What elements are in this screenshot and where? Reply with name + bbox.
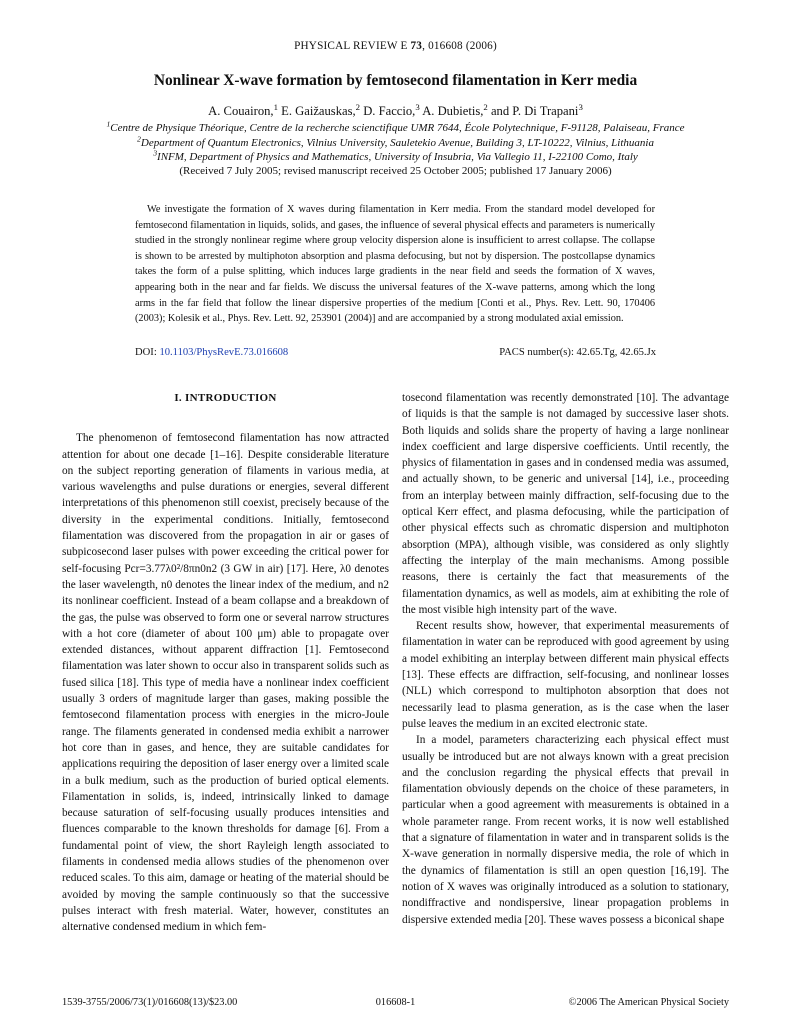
- paper-title: Nonlinear X-wave formation by femtosecond filamentation in Kerr media: [153, 72, 638, 89]
- author-list: [0, 101, 791, 119]
- page-number: 016608-1: [375, 997, 416, 1008]
- author: A. Dubietis,$^2$: [422, 101, 488, 118]
- section-heading: I. INTRODUCTION: [174, 392, 277, 404]
- running-head: PHYSICAL REVIEW E 73, 016608 (2006): [294, 40, 497, 52]
- journal-name: PHYSICAL REVIEW E: [294, 40, 408, 52]
- affiliation: $^1$Centre de Physique Théorique, Centre de la recherche scienctifique UMR 7644, École Polytechnique, F-91128, Palaiseau, France: [106, 119, 685, 134]
- footer-copyright: ©2006 The American Physical Society: [568, 997, 729, 1008]
- affiliation: $^3$INFM, Department of Physics and Mathematics, University of Insubria, Via Vallegio 11, I-22100 Como, Italy: [153, 148, 638, 163]
- paragraph: tosecond filamentation was recently demonstrated [10]. The advantage of liquids is that the sample is not damaged by successive laser shots. Both liquids and solids share the property of having a large nonlinear index coefficient and large dispersive coefficients. Until recently, the physics of filamentation in gases and in condensed media was assumed, and actually shown, to be generic and universal [14], i.e., proceeding from an interplay between mainly diffraction, self-focusing due to the optical Kerr effect, and plasma defocusing, while the participation of other physical effects such as chromatic dispersion and multiphoton absorption (MPA), although visible, was considered as only slightly affecting the interplay of the main mechanisms. Among possible reasons, there is certainly the fact that measurements of the filamentation dynamics, as well as models, aim at exhibiting the role of the most visible high intensity part of the wave.: [402, 392, 729, 616]
- author: and P. Di Trapani$^3$: [490, 101, 583, 118]
- pacs-numbers: PACS number(s): 42.65.Tg, 42.65.Jx: [499, 347, 656, 358]
- author: A. Couairon,$^1$: [208, 101, 278, 118]
- doi-label: DOI:: [135, 347, 157, 358]
- abstract: We investigate the formation of X waves during filamentation in Kerr media. From the standard model developed for femtosecond filamentation in liquids, solids, and gases, the influence of several physical effects and parameters is numerically studied in the strongly nonlinear regime where group velocity dispersion alone is insufficient to arrest collapse. The collapse is shown to be arrested by multiphoton absorption and plasma defocusing, but not by dispersion. The postcollapse dynamics takes the form of a pulse splitting, which induces large gradients in the near field and seeds the formation of X waves, appearing both in the near and far fields. We discuss the universal features of the X-wave patterns, among which the long arms in the far field that follow the linear dispersive properties of the medium [Conti et al., Phys. Rev. Lett. 90, 170406 (2003); Kolesik et al., Phys. Rev. Lett. 92, 253901 (2004)] and are accompanied by a strong modulated axial emission.: [135, 204, 655, 325]
- doi-link[interactable]: 10.1103/PhysRevE.73.016608: [159, 347, 289, 358]
- paragraph: Recent results show, however, that experimental measurements of filamentation in water can be reproduced with good agreement by using a model exhibiting an interplay between different main physical effects [13]. These effects are diffraction, self-focusing, and nonlinear losses (NLL) which correspond to multiphoton absorption that does not necessarily lead to plasma generation, as is the case when the laser pulse leaves the medium in an excited electronic state.: [402, 620, 729, 730]
- article-number: 016608 (2006): [428, 40, 497, 52]
- author: E. Gaižauskas,$^2$: [281, 101, 361, 118]
- footer-copyright-code: 1539-3755/2006/73(1)/016608(13)/$23.00: [62, 997, 238, 1008]
- paragraph: The phenomenon of femtosecond filamentation has now attracted attention for about one decade [1–16]. Despite considerable literature on the subject reporting generation of filaments in various media, at various wavelengths and pulse durations or energies, several different interpretations of this phenomenon still coexist, precisely because of the diversity in the experimental conditions. Initially, femtosecond filamentation was discovered from the propagation in air or gases of subpicosecond laser pulses with power exceeding the critical power for self-focusing Pcr=3.77λ0²/8πn0n2 (3 GW in air) [17]. Here, λ0 denotes the laser wavelength, n0 denotes the linear index of the medium, and n2 its nonlinear coefficient. Instead of a beam collapse and a breakdown of the gas, the pulse was observed to form one or several narrow structures with a hot core (diameter of about 100 μm) able to propagate over extended distances, without apparent diffraction [1]. Femtosecond filamentation was later shown to occur also in transparent solids such as fused silica [18]. This type of media have a nonlinear index coefficient usually 3 orders of magnitude larger than gases, making possible the femtosecond filamentation process with energies in the micro-Joule range. The filaments generated in condensed media exhibit a narrower hot core than in gases, and hence, they are suitable candidates for applications requiring the deposition of laser energy over a limited scale in a bulk medium, such as the production of buried optical elements. Filamentation in solids, is, indeed, intrinsically linked to damage because saturation of self-focusing usually produces intensities and fluences comparable to the known thresholds for damage [6]. From a fundamental point of view, the short Rayleigh length associated to filaments in condensed media allows studies of the phenomenon over reduced scales. To this aim, damage or heating of the material should be avoided by moving the sample continuously so that the successive pulses interact with fresh material. Water, however, constitutes an alternative condensed medium in which fem-: [62, 432, 389, 934]
- doi-line: [135, 347, 288, 358]
- affiliation: $^2$Department of Quantum Electronics, Vilnius University, Sauletekio Avenue, Building 3, LT-10222, Vilnius, Lithuania: [137, 134, 654, 149]
- left-column: [62, 390, 389, 936]
- journal-volume: 73: [410, 40, 423, 52]
- author: D. Faccio,$^3$: [363, 101, 420, 118]
- received-dates: (Received 7 July 2005; revised manuscript received 25 October 2005; published 17 January 2006): [179, 165, 612, 177]
- right-column: [402, 390, 729, 928]
- paragraph: In a model, parameters characterizing each physical effect must usually be introduced but are not always known with a great precision and the conclusion regarding the physical effects that prevail in filamentation obviously depends on the choice of these parameters, in particular when a good agreement with measurements is obtained in a whole parameter range. From recent works, it is now well established that a signature of filamentation in water and in transparent solids is the X-wave generation in normally dispersive media, the role of which in the dynamics of filamentation is still an open question [16,19]. The notion of X waves was originally introduced as a solution to stationary, nondiffractive and nondispersive, linear propagation problems in dispersive extended media [20]. These waves possess a biconical shape: [402, 734, 729, 926]
